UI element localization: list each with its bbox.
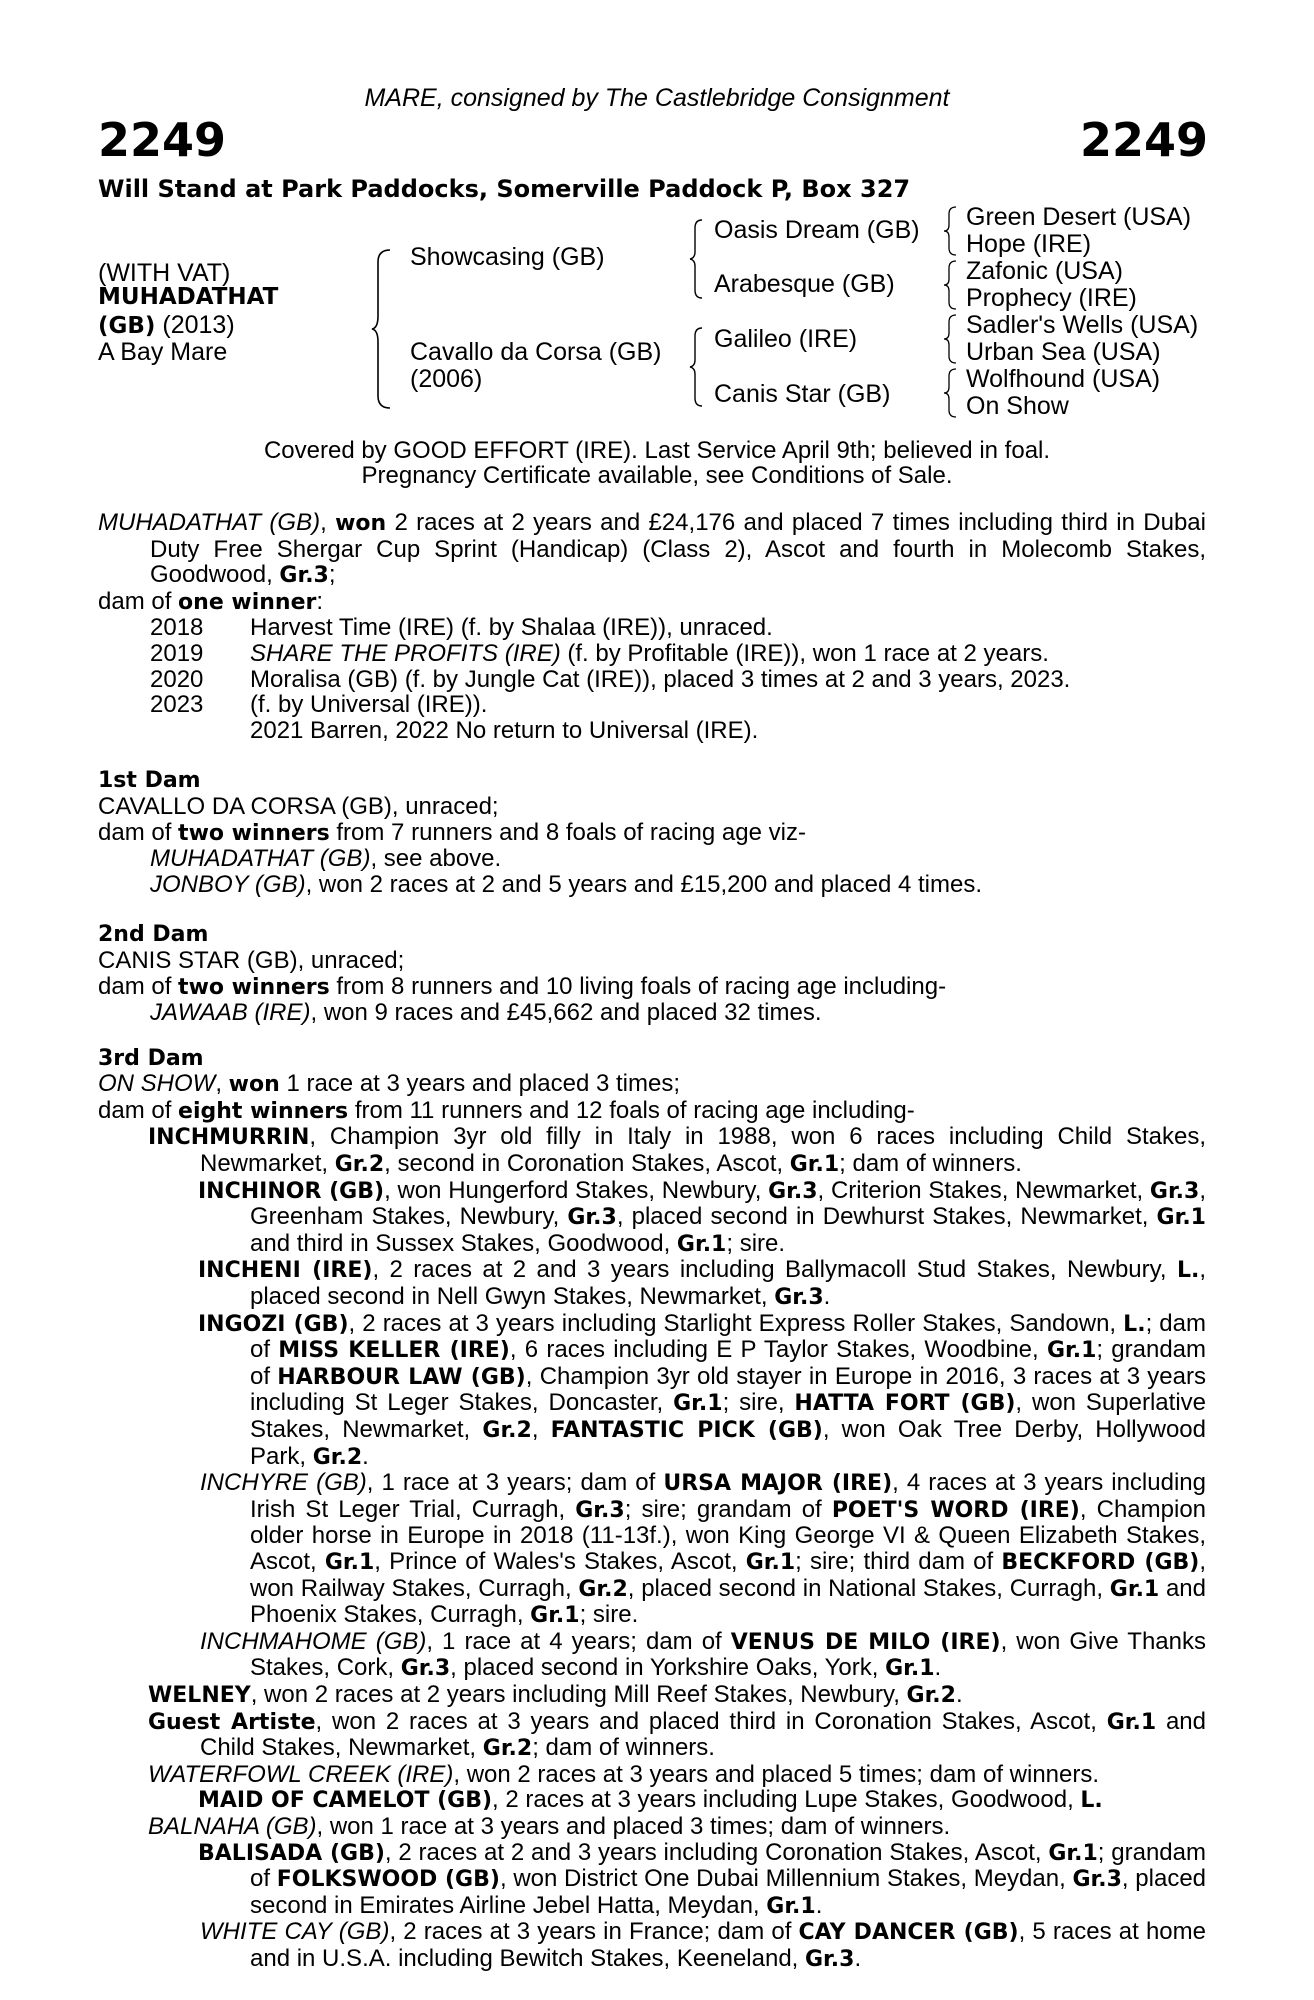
pedigree-sire: Showcasing (GB) (410, 243, 605, 271)
third-dam-summary: dam of eight winners from 11 runners and 12 foals of racing age including- (98, 1096, 915, 1124)
third-dam-line: ON SHOW, won 1 race at 3 years and placed 3 times; (98, 1070, 680, 1098)
pedigree-sire-dam: Arabesque (GB) (714, 270, 895, 298)
consignor-line: MARE, consigned by The Castlebridge Consignment (364, 84, 950, 112)
entry-white-cay: WHITE CAY (GB), 2 races at 3 years in France; dam of CAY DANCER (GB), 5 races at home and in U.S.A. including Bewitch Stakes, Keeneland, Gr.3. (200, 1918, 1206, 1972)
horse-name: MUHADATHAT (98, 284, 279, 310)
entry-inchinor: INCHINOR (GB), won Hungerford Stakes, Newbury, Gr.3, Criterion Stakes, Newmarket, Gr.3, Greenham Stakes, Newbury, Gr.3, placed second in Dewhurst Stakes, Newmarket, Gr.1 and third in Sussex Stakes, Goodwood, Gr.1; sire. (198, 1176, 1206, 1257)
pedigree-gg-urban-sea: Urban Sea (USA) (966, 338, 1161, 366)
pedigree-gg-wolfhound: Wolfhound (USA) (966, 365, 1161, 393)
entry-incheni: INCHENI (IRE), 2 races at 2 and 3 years including Ballymacoll Stud Stakes, Newbury, L., placed second in Nell Gwyn Stakes, Newmarket, Gr.3. (198, 1256, 1206, 1311)
entry-ingozi: INGOZI (GB), 2 races at 3 years including Starlight Express Roller Stakes, Sandown, L.; dam of MISS KELLER (IRE), 6 races including E P Taylor Stakes, Woodbine, Gr.1; grandam of HARBOUR LAW (GB), Champion 3yr old stayer in Europe in 2016, 3 races at 3 years including St Leger Stakes, Doncaster, Gr.1; sire, HATTA FORT (GB), won Superlative Stakes, Newmarket, Gr.2, FANTASTIC PICK (GB), won Oak Tree Derby, Hollywood Park, Gr.2. (198, 1309, 1207, 1470)
entry-inchyre: INCHYRE (GB), 1 race at 3 years; dam of URSA MAJOR (IRE), 4 races at 3 years including Irish St Leger Trial, Curragh, Gr.3; sire; grandam of POET'S WORD (IRE), Champion older horse in Europe in 2018 (11-13f.), won King George VI & Queen Elizabeth Stakes, Ascot, Gr.1, Prince of Wales's Stakes, Ascot, Gr.1; sire; third dam of BECKFORD (GB), won Railway Stakes, Curragh, Gr.2, placed second in National Stakes, Curragh, Gr.1 and Phoenix Stakes, Curragh, Gr.1; sire. (200, 1469, 1207, 1629)
foal-2019: 2019 SHARE THE PROFITS (IRE) (f. by Profitable (IRE)), won 1 race at 2 years. (150, 639, 1049, 667)
first-dam-produce-1: MUHADATHAT (GB), see above. (150, 845, 502, 873)
pedigree-sire-sire: Oasis Dream (GB) (714, 216, 920, 244)
horse-origin-year: (GB) (2013) (98, 311, 235, 339)
entry-waterfowl-creek: WATERFOWL CREEK (IRE), won 2 races at 3 years and placed 5 times; dam of winners. (148, 1760, 1100, 1788)
entry-inchmahome: INCHMAHOME (GB), 1 race at 4 years; dam of VENUS DE MILO (IRE), won Give Thanks Stakes, Cork, Gr.3, placed second in Yorkshire Oaks, York, Gr.1. (200, 1627, 1206, 1682)
vat-note: (WITH VAT) (98, 259, 231, 287)
second-dam-line: CANIS STAR (GB), unraced; (98, 946, 405, 974)
second-dam-produce-1: JAWAAB (IRE), won 9 races and £45,662 and placed 32 times. (150, 999, 822, 1027)
first-dam-summary: dam of two winners from 7 runners and 8 foals of racing age viz- (98, 818, 806, 846)
entry-welney: WELNEY, won 2 races at 2 years including Mill Reef Stakes, Newbury, Gr.2. (148, 1680, 963, 1708)
pedigree-dam-dam: Canis Star (GB) (714, 380, 891, 408)
entry-maid-of-camelot: MAID OF CAMELOT (GB), 2 races at 3 years including Lupe Stakes, Goodwood, L. (198, 1786, 1103, 1814)
horse-description: A Bay Mare (98, 338, 228, 366)
foal-note: 2021 Barren, 2022 No return to Universal (IRE). (250, 716, 759, 744)
pedigree-gg-on-show: On Show (966, 392, 1069, 420)
entry-balisada: BALISADA (GB), 2 races at 2 and 3 years including Coronation Stakes, Ascot, Gr.1; grandam of FOLKSWOOD (GB), won District One Dubai Millennium Stakes, Meydan, Gr.3, placed second in Emirates Airline Jebel Hatta, Meydan, Gr.1. (198, 1838, 1207, 1919)
second-dam-summary: dam of two winners from 8 runners and 10 living foals of racing age including- (98, 972, 947, 1000)
first-dam-produce-2: JONBOY (GB), won 2 races at 2 and 5 years and £15,200 and placed 4 times. (150, 870, 983, 898)
catalogue-body (98, 510, 1206, 1972)
dam-of-summary: dam of one winner: (98, 587, 324, 615)
pedigree-brace-gg4 (942, 367, 958, 419)
pedigree-brace-gg3 (942, 313, 958, 365)
foal-2020: 2020 Moralisa (GB) (f. by Jungle Cat (IRE)), placed 3 times at 2 and 3 years, 2023. (150, 665, 1071, 693)
stand-location: Will Stand at Park Paddocks, Somerville Paddock P, Box 327 (98, 175, 911, 203)
second-dam-heading: 2nd Dam (98, 922, 209, 948)
entry-inchmurrin: INCHMURRIN, Champion 3yr old filly in Italy in 1988, won 6 races including Child Stakes, Newmarket, Gr.2, second in Coronation Stakes, Ascot, Gr.1; dam of winners. (148, 1123, 1206, 1178)
pedigree-gg-green-desert: Green Desert (USA) (966, 203, 1192, 231)
pedigree-brace-gg1 (942, 205, 958, 257)
pedigree-brace-dam-parents (688, 326, 704, 408)
pedigree-brace-sire-parents (688, 218, 704, 300)
pedigree-gg-prophecy: Prophecy (IRE) (966, 284, 1137, 312)
pregnancy-note: Pregnancy Certificate available, see Conditions of Sale. (361, 462, 953, 489)
third-dam-heading: 3rd Dam (98, 1045, 204, 1071)
first-dam-heading: 1st Dam (98, 768, 201, 794)
pedigree-dam-sire: Galileo (IRE) (714, 325, 858, 353)
pedigree-brace-sire-dam (370, 248, 392, 410)
entry-guest-artiste: Guest Artiste, won 2 races at 3 years and placed third in Coronation Stakes, Ascot, Gr.1 and Child Stakes, Newmarket, Gr.2; dam of winners. (148, 1707, 1206, 1762)
pedigree-gg-hope: Hope (IRE) (966, 230, 1092, 258)
foal-2023: 2023 (f. by Universal (IRE)). (150, 691, 488, 719)
pedigree-gg-sadlers-wells: Sadler's Wells (USA) (966, 311, 1199, 339)
record-paragraph: MUHADATHAT (GB), won 2 races at 2 years and £24,176 and placed 7 times including third in Dubai Duty Free Shergar Cup Sprint (Handicap) (Class 2), Ascot and fourth in Molecomb Stakes, Goodwood, Gr.3; (98, 509, 1206, 589)
pedigree-dam-year: (2006) (410, 365, 483, 393)
lot-number-right: 2249 (1079, 113, 1208, 167)
first-dam-line: CAVALLO DA CORSA (GB), unraced; (98, 792, 499, 820)
lot-number-left: 2249 (98, 113, 227, 167)
pedigree-dam: Cavallo da Corsa (GB) (410, 338, 662, 366)
foal-2018: 2018 Harvest Time (IRE) (f. by Shalaa (IRE)), unraced. (150, 614, 773, 642)
pedigree-gg-zafonic: Zafonic (USA) (966, 257, 1123, 285)
pedigree-brace-gg2 (942, 259, 958, 311)
covering-note: Covered by GOOD EFFORT (IRE). Last Service April 9th; believed in foal. (263, 437, 1051, 464)
entry-balnaha: BALNAHA (GB), won 1 race at 3 years and placed 3 times; dam of winners. (148, 1812, 951, 1840)
